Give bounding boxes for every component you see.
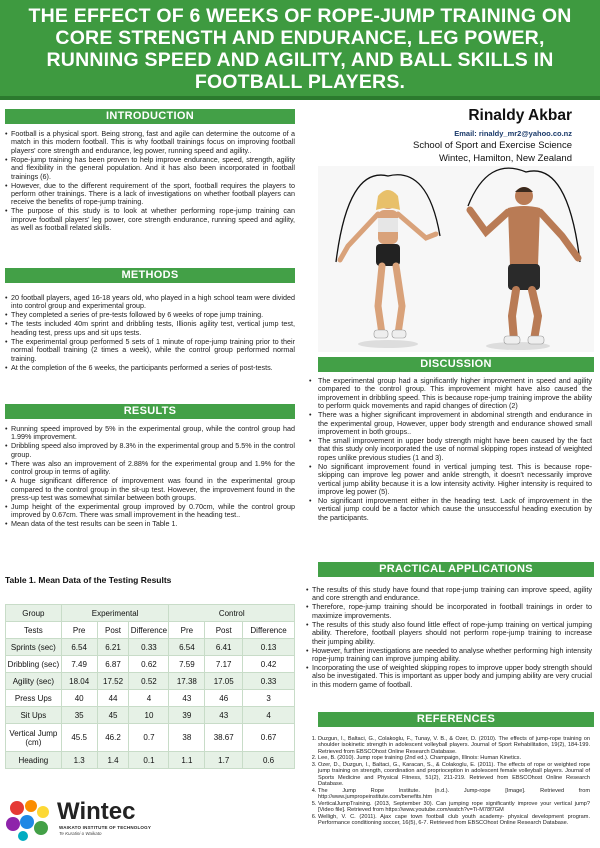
methods-item: • At the completion of the 6 weeks, the participants performed a series of post-tests. (5, 364, 295, 372)
table-header-cell: Pre (61, 622, 97, 639)
reference-item: 6. Welligh, V. C. (2011). Ajax cape town football club youth academy- physical development program. Performance conditioning soccer, 16(5), 6-7. Retrieved from EBSCOhost Online Research Database. (318, 814, 590, 827)
wintec-logo (5, 798, 155, 844)
table-cell: 7.59 (169, 656, 205, 673)
methods-item: • The experimental group performed 5 sets of 1 minute of rope-jump training prior to their normal football training (2 times a week), while the control group performed normal training. (5, 338, 295, 363)
results-item: • There was also an improvement of 2.88% for the experimental group and 1.9% for the control group in terms of agility. (5, 460, 295, 477)
table-row (6, 656, 295, 673)
table-cell: 4 (243, 707, 295, 724)
introduction-item: • However, due to the different requirement of the sport, football requires the players to perform other trainings. There is a lack of investigations on whether football players can receive the benefits of rope-jump training. (5, 182, 295, 207)
table-cell: 6.54 (169, 639, 205, 656)
table-cell: 45.5 (61, 724, 97, 752)
table-cell: 43 (205, 707, 243, 724)
author-name: Rinaldy Akbar (468, 107, 572, 124)
table-cell: 0.1 (129, 752, 169, 769)
logo-dot (25, 800, 37, 812)
table-cell: 1.7 (205, 752, 243, 769)
introduction-item: • Football is a physical sport. Being strong, fast and agile can determine the outcome of a match in this modern football. This is why football trainings focus on improving football players' core strength and endurance, leg power, running speed and agility.. (5, 130, 295, 155)
table-cell: 1.1 (169, 752, 205, 769)
results-table (5, 604, 295, 769)
results-item: • Running speed improved by 5% in the experimental group, while the control group had 1.99% improvement. (5, 425, 295, 442)
table-cell: 7.49 (61, 656, 97, 673)
reference-item: 2. Lee, B. (2010). Jump rope training (2nd ed.). Champaign, Illinois: Human Kinetics. (318, 755, 590, 761)
logo-subtitle: WAIKATO INSTITUTE OF TECHNOLOGY (59, 825, 152, 830)
logo-dot (18, 831, 28, 841)
table-cell: 46.2 (97, 724, 129, 752)
table-cell: 0.62 (129, 656, 169, 673)
introduction-item: • Rope-jump training has been proven to help improve endurance, speed, strength, agility and flexibility in the general population. And it has also been incorporated in football trainings (6). (5, 156, 295, 181)
results-item: • Mean data of the test results can be seen in Table 1. (5, 520, 295, 528)
table-cell: 38 (169, 724, 205, 752)
reference-item: 5. VerticalJumpTraining. (2013, September 30). Can jumping rope significantly improve your vertical jump? [Video file]. Retrieved from https://www.youtube.com/watch?v=Ti-M78f7GM (318, 801, 590, 814)
discussion-item: • The small improvement in upper body strength might have been caused by the fact that this study only incorporated the use of normal skipping ropes instead of weighted ropes unlike previous studies (1 and 3). (306, 437, 592, 462)
table-cell: 0.52 (129, 673, 169, 690)
table-row (6, 707, 295, 724)
author-email: Email: rinaldy_mr2@yahoo.co.nz (454, 129, 572, 138)
table-row (6, 639, 295, 656)
table-cell: Vertical Jump (cm) (6, 724, 62, 752)
introduction-list (5, 130, 295, 233)
table-caption: Table 1. Mean Data of the Testing Results (5, 575, 172, 585)
table-cell: 6.21 (97, 639, 129, 656)
table-header-cell: Difference (243, 622, 295, 639)
table-cell: 18.04 (61, 673, 97, 690)
reference-item: 1. Duzgun, I., Baltaci, G., Colakoglu, F., Tunay, V. B., & Ozer, D. (2010). The effects of jump-rope training on shoulder isokinetic strength in adolescent volleyball players. Journal of Sport Rehabilitation, 19(2), 184-199. Retrieved from EBSCOhost Online Research Database. (318, 736, 590, 755)
discussion-list (306, 377, 592, 523)
table-cell: 1.3 (61, 752, 97, 769)
table-cell: 40 (61, 690, 97, 707)
discussion-heading: DISCUSSION (318, 357, 594, 372)
practical-item: • Therefore, rope-jump training should be incorporated in football trainings in order to maximize improvements. (306, 603, 592, 620)
introduction-heading: INTRODUCTION (5, 109, 295, 124)
table-cell: Heading (6, 752, 62, 769)
table-cell: 3 (243, 690, 295, 707)
table-cell: 35 (61, 707, 97, 724)
title-banner (0, 0, 600, 100)
table-cell: Dribbling (sec) (6, 656, 62, 673)
table-cell: 0.7 (129, 724, 169, 752)
table-cell: 0.33 (129, 639, 169, 656)
author-place: Wintec, Hamilton, New Zealand (438, 153, 572, 164)
introduction-item: • The purpose of this study is to look at whether performing rope-jump training can improve football players' leg power, core strength endurance, running speed and agility, as well as football related skills. (5, 207, 295, 232)
table-header-cell: Group (6, 605, 62, 622)
discussion-item: • The experimental group had a significantly higher improvement in speed and agility compared to the control group. This improvement might have also caused the improvement in dribbling speed. This is because rope-jump training improve the ability to perform quick movements and rapid changes of direction (2) (306, 377, 592, 411)
references-list (306, 736, 590, 827)
rope-jump-photo (318, 166, 594, 352)
author-school: School of Sport and Exercise Science (413, 140, 572, 151)
table-cell: 1.4 (97, 752, 129, 769)
logo-dot (37, 806, 49, 818)
table-cell: 0.42 (243, 656, 295, 673)
table-cell: 0.67 (243, 724, 295, 752)
reference-item: 4. The Jump Rope Institute. (n.d.). Jump-rope [Image]. Retrieved from http://www.jumpropeinstitute.com/benefits.htm (318, 788, 590, 801)
table-row (6, 690, 295, 707)
table-cell: Sit Ups (6, 707, 62, 724)
results-item: • Jump height of the experimental group improved by 0.70cm, while the control group improved by 0.67cm. There was small improvement in the heading test.. (5, 503, 295, 520)
table-header-row (6, 605, 295, 622)
table-cell: 0.13 (243, 639, 295, 656)
discussion-item: • No significant improvement found in vertical jumping test. This is because rope-skipping can improve leg power and ankle strength, it doesn't necessarily improve vertical jump ability because it is a low intensity activity. Higher intensity is required to improve leg power (5). (306, 463, 592, 497)
logo-dot (34, 821, 48, 835)
table-header-cell: Post (205, 622, 243, 639)
table-cell: 6.87 (97, 656, 129, 673)
methods-item: • 20 football players, aged 16-18 years old, who played in a high school team were divided into control group and experimental group. (5, 294, 295, 311)
table-cell: Agility (sec) (6, 673, 62, 690)
practical-list (306, 586, 592, 690)
table-cell: 39 (169, 707, 205, 724)
table-cell: 6.41 (205, 639, 243, 656)
table-header-cell: Post (97, 622, 129, 639)
logo-name: Wintec (57, 798, 136, 825)
practical-item: • The results of this study have found that rope-jump training can improve speed, agility and core strength and endurance. (306, 586, 592, 603)
methods-list (5, 294, 295, 373)
logo-dot (20, 815, 34, 829)
table-cell: 38.67 (205, 724, 243, 752)
table-cell: 10 (129, 707, 169, 724)
table-cell: 17.52 (97, 673, 129, 690)
results-list (5, 425, 295, 529)
table-cell: 0.33 (243, 673, 295, 690)
table-cell: 46 (205, 690, 243, 707)
table-row (6, 673, 295, 690)
table-cell: 17.05 (205, 673, 243, 690)
table-row (6, 752, 295, 769)
table-header-row (6, 622, 295, 639)
results-item: • A huge significant difference of improvement was found in the experimental group compared to the control group in the sit-up test. However, the improvement found in the press-up test was somewhat similar between both groups. (5, 477, 295, 502)
logo-dot (6, 817, 20, 831)
table-header-cell: Experimental (61, 605, 169, 622)
practical-item: • Incorporating the use of weighted skipping ropes to improve upper body strength should also be investigated. This is important as upper body and jumping ability are very crucial in this modern game of football. (306, 664, 592, 689)
results-item: • Dribbling speed also improved by 8.3% in the experimental group and 5.5% in the control group. (5, 442, 295, 459)
discussion-item: • There was a higher significant improvement in abdominal strength and endurance in the experimental group, However, upper body strength and endurance showed small improvement in both groups.. (306, 411, 592, 436)
table-cell: 4 (129, 690, 169, 707)
author-block (318, 107, 592, 164)
table-cell: 0.6 (243, 752, 295, 769)
practical-item: • The results of this study also found little effect of rope-jump training on vertical jumping ability. Therefore, football players should not perform rope-jump training to increase their jumping ability. (306, 621, 592, 646)
table-cell: 43 (169, 690, 205, 707)
methods-item: • The tests included 40m sprint and dribbling tests, Illionis agility test, vertical jump test, heading test, press ups and sit ups tests. (5, 320, 295, 337)
practical-heading: PRACTICAL APPLICATIONS (318, 562, 594, 577)
table-cell: 45 (97, 707, 129, 724)
wintec-logo-mark (5, 798, 55, 842)
table-cell: 6.54 (61, 639, 97, 656)
discussion-item: • No significant improvement either in the heading test. Lack of improvement in the vertical jump could be a factor which cause the unsuccessful heading execution by the participants. (306, 497, 592, 522)
logo-subtitle-maori: Te Kuratini o Waikato (59, 831, 102, 836)
poster-title: THE EFFECT OF 6 WEEKS OF ROPE-JUMP TRAINING ON CORE STRENGTH AND ENDURANCE, LEG POWER, RUNNING SPEED AND AGILITY, AND BALL SKILLS IN FOOTBALL PLAYERS. (28, 5, 572, 93)
table-cell: 17.38 (169, 673, 205, 690)
table-cell: 44 (97, 690, 129, 707)
rope-jump-illustration (318, 166, 594, 352)
reference-item: 3. Ozer, D., Duzgun, I., Baltaci, G., Karacan, S., & Colakoglu, E. (2011). The effects of rope or weighted rope jump training on strength, coordination and proprioception in adolescent female volleyball players. Journal of Sports Medicine and Physical Fitness, 51(2), 211-219. Retrieved from EBSCOhost Online Research Database. (318, 762, 590, 787)
table-header-cell: Difference (129, 622, 169, 639)
results-heading: RESULTS (5, 404, 295, 419)
table-cell: Sprints (sec) (6, 639, 62, 656)
table-header-cell: Pre (169, 622, 205, 639)
table-header-cell: Tests (6, 622, 62, 639)
methods-heading: METHODS (5, 268, 295, 283)
table-header-cell: Control (169, 605, 295, 622)
practical-item: • However, further investigations are needed to analyse whether performing high intensity rope-jump training can improve jumping ability. (306, 647, 592, 664)
table-cell: 7.17 (205, 656, 243, 673)
references-heading: REFERENCES (318, 712, 594, 727)
logo-dot (10, 801, 24, 815)
table-row (6, 724, 295, 752)
methods-item: • They completed a series of pre-tests followed by 6 weeks of rope jump training. (5, 311, 295, 319)
table-cell: Press Ups (6, 690, 62, 707)
